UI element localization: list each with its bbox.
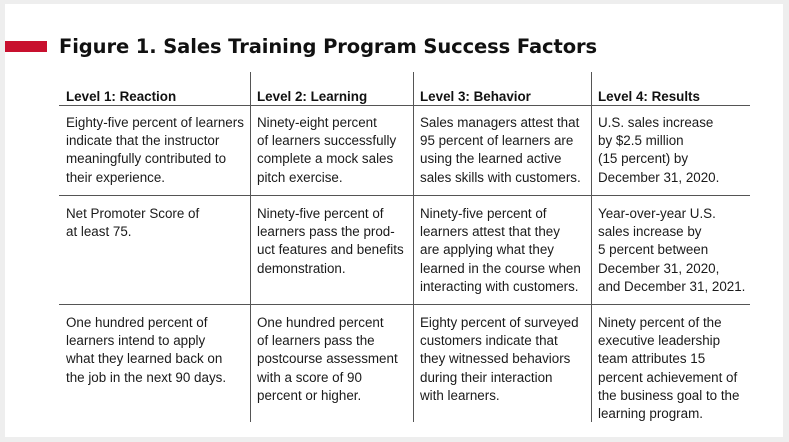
column-header-behavior: Level 3: Behavior [420, 89, 531, 104]
column-header-reaction: Level 1: Reaction [66, 89, 177, 104]
row-divider-1 [59, 195, 750, 196]
column-header-learning: Level 2: Learning [257, 89, 368, 104]
table-cell: Ninety-five percent of learners pass the prod- uct features and benefits demonstration. [257, 206, 404, 276]
column-header-results: Level 4: Results [598, 89, 700, 104]
table-cell: Ninety-eight percent of learners successfully complete a mock sales pitch exercise. [257, 115, 397, 185]
column-divider-3 [591, 72, 592, 422]
table-cell: Ninety-five percent of learners attest that they are applying what they learned in the course when interacting with customers. [420, 206, 581, 294]
header-rule [59, 105, 750, 106]
column-divider-2 [413, 72, 414, 422]
accent-bar [5, 41, 47, 52]
table-cell: Eighty-five percent of learners indicate that the instructor meaningfully contributed to their experience. [66, 115, 244, 185]
table-cell: U.S. sales increase by $2.5 million (15 percent) by December 31, 2020. [598, 115, 720, 185]
table-cell: One hundred percent of learners intend to apply what they learned back on the job in the next 90 days. [66, 315, 227, 385]
figure-card [5, 4, 783, 437]
table-cell: One hundred percent of learners pass the postcourse assessment with a score of 90 percent or higher. [257, 315, 398, 403]
table-cell: Net Promoter Score of at least 75. [66, 206, 200, 240]
table-cell: Sales managers attest that 95 percent of learners are using the learned active sales skills with customers. [420, 115, 581, 185]
row-divider-2 [59, 304, 750, 305]
column-divider-1 [250, 72, 251, 422]
table-cell: Eighty percent of surveyed customers indicate that they witnessed behaviors during their interaction with learners. [420, 315, 579, 403]
table-cell: Year-over-year U.S. sales increase by 5 percent between December 31, 2020, and December 31, 2021. [598, 206, 746, 294]
table-cell: Ninety percent of the executive leadership team attributes 15 percent achievement of the business goal to the learning program. [598, 315, 740, 422]
figure-title: Figure 1. Sales Training Program Success Factors [59, 35, 598, 58]
